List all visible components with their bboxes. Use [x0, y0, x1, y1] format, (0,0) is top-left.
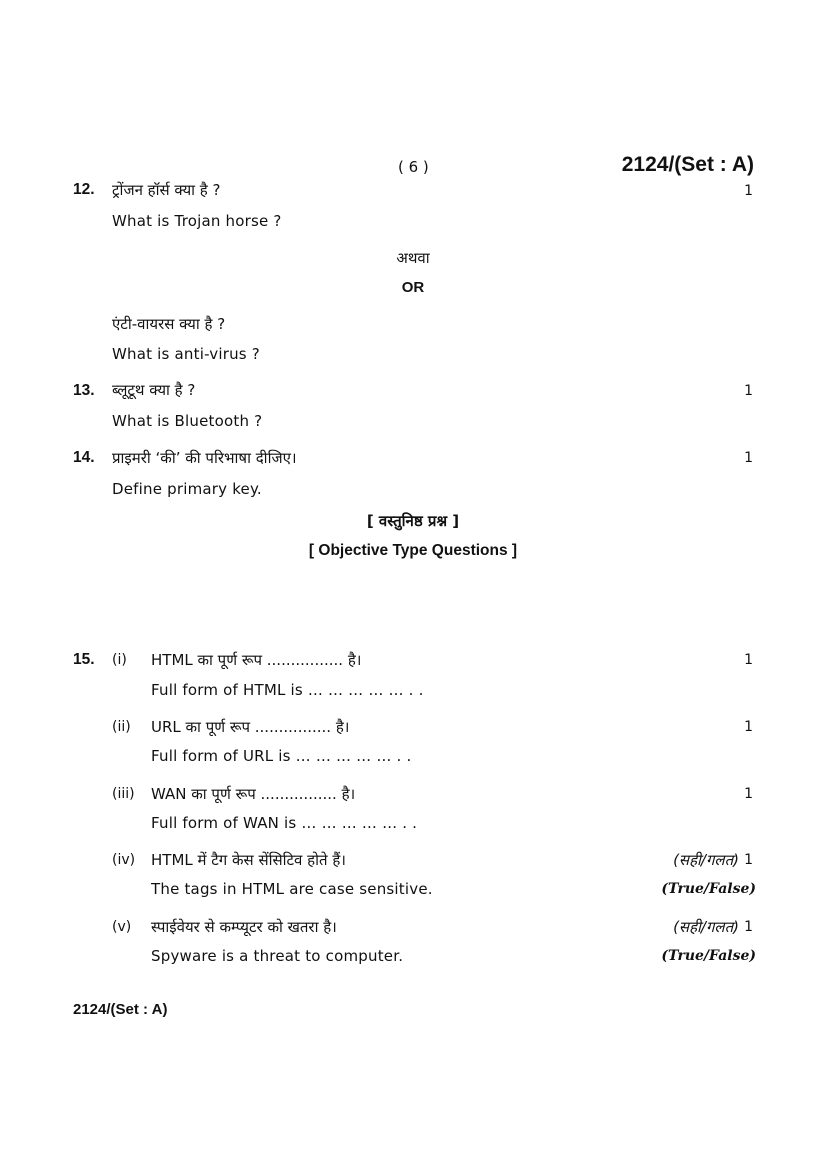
question-13-english: What is Bluetooth ? [112, 412, 263, 430]
question-14-english: Define primary key. [112, 480, 262, 498]
question-15-part-marks: 1 [744, 719, 753, 735]
question-15-part-label: (i) [112, 652, 127, 668]
question-15-part-marks: 1 [744, 786, 753, 802]
question-15-part-marks: 1 [744, 919, 753, 935]
true-false-english: (True/False) [661, 881, 756, 897]
question-15-part-english: Full form of WAN is … … … … … . . [151, 814, 418, 832]
question-13-hindi: ब्लूटूथ क्या है ? [112, 381, 196, 399]
question-15-part-label: (iii) [112, 786, 135, 802]
question-15-part-english: Full form of URL is … … … … … . . [151, 747, 412, 765]
question-15-part-hindi: HTML में टैग केस सेंसिटिव होते हैं। [151, 851, 346, 869]
question-15-part-english: Spyware is a threat to computer. [151, 947, 404, 965]
question-15-part-hindi: HTML का पूर्ण रूप ................ है। [151, 651, 362, 669]
question-12-marks: 1 [744, 183, 753, 199]
question-15-part-hindi: URL का पूर्ण रूप ................ है। [151, 718, 350, 736]
question-15-part-hindi: WAN का पूर्ण रूप ................ है। [151, 785, 356, 803]
question-14-number: 14. [73, 449, 95, 466]
question-15-part-hindi: स्पाईवेयर से कम्प्यूटर को खतरा है। [151, 918, 337, 936]
question-12-english: What is Trojan horse ? [112, 212, 282, 230]
question-15-number: 15. [73, 651, 95, 668]
question-12-alt-hindi: एंटी-वायरस क्या है ? [112, 315, 226, 333]
true-false-english: (True/False) [661, 948, 756, 964]
or-english: OR [401, 279, 425, 296]
question-15-part-marks: 1 [744, 652, 753, 668]
question-12-number: 12. [73, 181, 95, 198]
paper-code-footer: 2124/(Set : A) [73, 1001, 168, 1018]
question-12-hindi: ट्रोंजन हॉर्स क्या है ? [112, 181, 221, 199]
section-heading-english: [ Objective Type Questions ] [308, 542, 518, 559]
question-15-part-label: (ii) [112, 719, 131, 735]
true-false-hindi: (सही/गलत) [673, 851, 739, 869]
question-15-part-marks: 1 [744, 852, 753, 868]
question-14-hindi: प्राइमरी ‘की’ की परिभाषा दीजिए। [112, 449, 297, 467]
question-15-part-english: Full form of HTML is … … … … … . . [151, 681, 424, 699]
question-15-part-label: (iv) [112, 852, 136, 868]
true-false-hindi: (सही/गलत) [673, 918, 739, 936]
or-hindi: अथवा [396, 249, 430, 267]
paper-code-header: 2124/(Set : A) [621, 153, 754, 176]
section-heading-hindi: [ वस्तुनिष्ठ प्रश्न ] [366, 512, 460, 530]
question-13-number: 13. [73, 382, 95, 399]
question-14-marks: 1 [744, 450, 753, 466]
question-15-part-english: The tags in HTML are case sensitive. [151, 880, 433, 898]
question-15-part-label: (v) [112, 919, 132, 935]
page-number: ( 6 ) [398, 158, 429, 176]
question-13-marks: 1 [744, 383, 753, 399]
question-12-alt-english: What is anti-virus ? [112, 345, 260, 363]
